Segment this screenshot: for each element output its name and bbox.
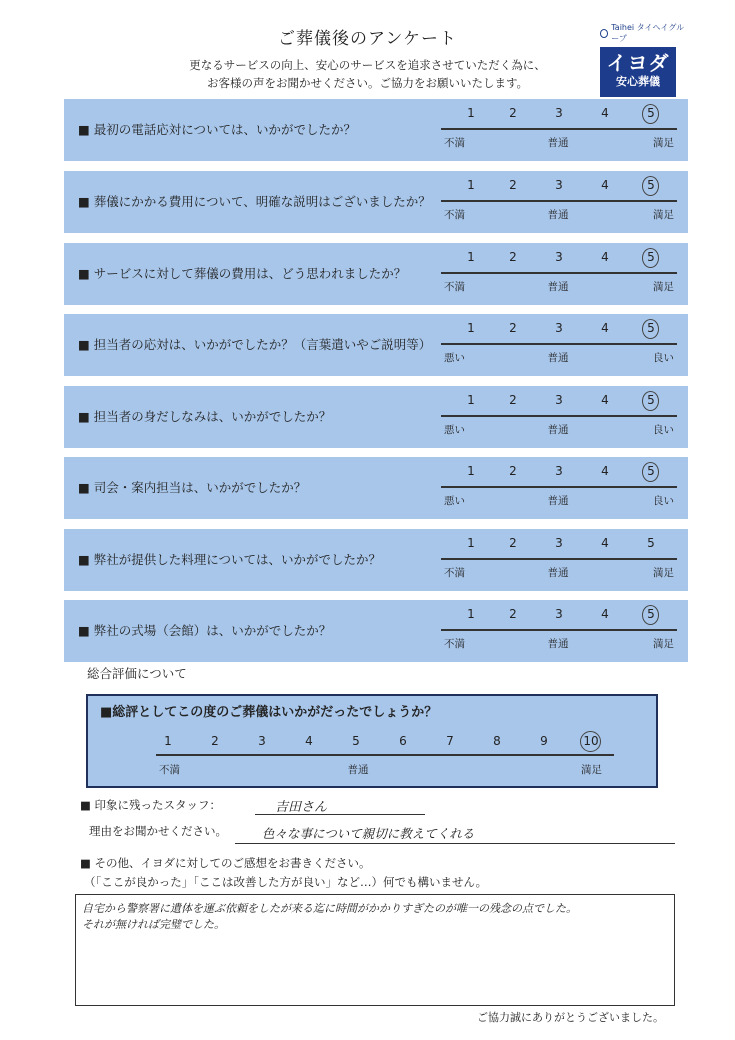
- rating-option[interactable]: 5: [647, 250, 655, 264]
- scale-line: [441, 128, 677, 130]
- scale-label-mid: 普通: [547, 424, 569, 436]
- overall-rating-option[interactable]: 5: [352, 734, 360, 748]
- selected-circle-icon: [642, 605, 659, 625]
- rating-option[interactable]: 3: [555, 250, 563, 264]
- taihei-mark-icon: [600, 29, 608, 38]
- rating-option[interactable]: 5: [647, 178, 655, 192]
- selected-circle-icon: [642, 176, 659, 196]
- logo-sub: 安心葬儀: [616, 75, 660, 88]
- scale-line: [441, 558, 677, 560]
- logo-box: [600, 47, 676, 97]
- rating-option[interactable]: 2: [509, 178, 517, 192]
- overall-scale[interactable]: [156, 730, 614, 782]
- rating-option[interactable]: 4: [601, 250, 609, 264]
- comment-text: [82, 901, 577, 933]
- question-box: [64, 386, 688, 448]
- page-title: ご葬儀後のアンケート: [278, 29, 457, 49]
- logo-name: イヨダ: [606, 51, 670, 75]
- scale-label-left: 不満: [444, 638, 465, 650]
- rating-option[interactable]: 3: [555, 106, 563, 120]
- company-logo: [600, 22, 690, 90]
- other-label: ■ その他、イヨダに対してのご感想をお書きください。: [80, 856, 371, 870]
- scale-label-right: 良い: [653, 352, 674, 364]
- rating-option[interactable]: 2: [509, 321, 517, 335]
- scale-label-mid: 普通: [547, 209, 569, 221]
- reason-value[interactable]: 色々な事について親切に教えてくれる: [262, 826, 475, 841]
- overall-rating-option[interactable]: 6: [399, 734, 407, 748]
- rating-option[interactable]: 4: [601, 464, 609, 478]
- rating-option[interactable]: 2: [509, 464, 517, 478]
- scale-line: [441, 629, 677, 631]
- scale-label-right: 満足: [653, 567, 674, 579]
- rating-option[interactable]: 2: [509, 536, 517, 550]
- question-box: [64, 171, 688, 233]
- selected-circle-icon: [642, 248, 659, 268]
- other-hint: （「ここが良かった」「ここは改善した方が良い」など…）何でも構いません。: [84, 875, 488, 889]
- scale-label-right: 満足: [653, 137, 674, 149]
- scale-line: [441, 343, 677, 345]
- selected-circle-icon: [642, 104, 659, 124]
- scale-label-left: 悪い: [444, 352, 465, 364]
- question-text: ■ サービスに対して葬儀の費用は、どう思われましたか？: [78, 266, 407, 281]
- question-text: ■ 葬儀にかかる費用について、明確な説明はございましたか？: [78, 194, 431, 209]
- rating-option[interactable]: 1: [467, 393, 475, 407]
- overall-label-right: 満足: [581, 764, 602, 776]
- thanks-text: ご協力誠にありがとうございました。: [477, 1011, 664, 1024]
- overall-rating-option[interactable]: 1: [164, 734, 172, 748]
- scale-label-mid: 普通: [547, 567, 569, 579]
- intro-line: お客様の声をお聞かせください。ご協力をお願いいたします。: [206, 76, 529, 90]
- rating-scale[interactable]: [441, 243, 677, 305]
- comment-line: 自宅から警察署に遺体を運ぶ依頼をしたが来る迄に時間がかかりすぎたのが唯一の残念の点でした。: [82, 902, 577, 915]
- rating-option[interactable]: 3: [555, 536, 563, 550]
- rating-option[interactable]: 4: [601, 106, 609, 120]
- overall-label-mid: 普通: [347, 764, 369, 776]
- rating-option[interactable]: 5: [647, 464, 655, 478]
- question-text: ■ 担当者の身だしなみは、いかがでしたか？: [78, 409, 332, 424]
- rating-option[interactable]: 4: [601, 607, 609, 621]
- rating-option[interactable]: 1: [467, 321, 475, 335]
- question-box: [64, 99, 688, 161]
- question-text: ■ 司会・案内担当は、いかがでしたか？: [78, 480, 307, 495]
- scale-line: [441, 272, 677, 274]
- rating-option[interactable]: 3: [555, 321, 563, 335]
- rating-option[interactable]: 4: [601, 393, 609, 407]
- overall-rating-option[interactable]: 8: [493, 734, 501, 748]
- scale-label-left: 悪い: [444, 424, 465, 436]
- selected-circle-icon: [580, 731, 601, 752]
- question-text: ■ 最初の電話応対については、いかがでしたか？: [78, 122, 357, 137]
- scale-line: [441, 486, 677, 488]
- comment-line: それが無ければ完璧でした。: [82, 918, 225, 931]
- overall-rating-option[interactable]: 7: [446, 734, 454, 748]
- rating-option[interactable]: 4: [601, 321, 609, 335]
- scale-label-mid: 普通: [547, 495, 569, 507]
- rating-option[interactable]: 3: [555, 464, 563, 478]
- question-box: [64, 529, 688, 591]
- scale-label-right: 満足: [653, 281, 674, 293]
- intro-line: 更なるサービスの向上、安心のサービスを追求させていただく為に、: [189, 58, 546, 72]
- reason-label: 理由をお聞かせください。: [89, 824, 227, 838]
- rating-scale[interactable]: [441, 314, 677, 376]
- scale-label-left: 不満: [444, 209, 465, 221]
- rating-option[interactable]: 5: [647, 393, 655, 407]
- rating-option[interactable]: 5: [647, 536, 655, 550]
- rating-scale[interactable]: [441, 457, 677, 519]
- staff-underline: [255, 814, 425, 815]
- scale-label-mid: 普通: [547, 281, 569, 293]
- scale-label-left: 不満: [444, 281, 465, 293]
- question-box: [64, 243, 688, 305]
- rating-option[interactable]: 5: [647, 321, 655, 335]
- group-brand: [600, 22, 690, 44]
- rating-option[interactable]: 1: [467, 464, 475, 478]
- rating-option[interactable]: 2: [509, 250, 517, 264]
- scale-label-left: 不満: [444, 567, 465, 579]
- rating-option[interactable]: 3: [555, 393, 563, 407]
- rating-option[interactable]: 4: [601, 536, 609, 550]
- overall-question: ■総評としてこの度のご葬儀はいかがだったでしょうか？: [100, 705, 438, 720]
- selected-circle-icon: [642, 462, 659, 482]
- rating-option[interactable]: 1: [467, 250, 475, 264]
- scale-line: [441, 415, 677, 417]
- question-box: [64, 457, 688, 519]
- question-text: ■ 担当者の応対は、いかがでしたか？（言葉遣いやご説明等）: [78, 337, 432, 352]
- rating-scale[interactable]: [441, 386, 677, 448]
- overall-rating-option[interactable]: 4: [305, 734, 313, 748]
- selected-circle-icon: [642, 391, 659, 411]
- scale-label-left: 不満: [444, 137, 465, 149]
- staff-label: ■ 印象に残ったスタッフ：: [80, 798, 222, 812]
- staff-value[interactable]: 吉田さん: [275, 800, 328, 815]
- rating-option[interactable]: 4: [601, 178, 609, 192]
- scale-line: [441, 200, 677, 202]
- scale-label-right: 良い: [653, 495, 674, 507]
- scale-label-mid: 普通: [547, 638, 569, 650]
- selected-circle-icon: [642, 319, 659, 339]
- overall-rating-box: [86, 694, 658, 788]
- rating-option[interactable]: 1: [467, 178, 475, 192]
- question-box: [64, 314, 688, 376]
- scale-label-right: 満足: [653, 638, 674, 650]
- scale-label-mid: 普通: [547, 352, 569, 364]
- reason-underline: [235, 843, 675, 844]
- scale-label-right: 満足: [653, 209, 674, 221]
- scale-label-mid: 普通: [547, 137, 569, 149]
- rating-scale[interactable]: [441, 600, 677, 662]
- rating-option[interactable]: 1: [467, 106, 475, 120]
- rating-option[interactable]: 5: [647, 607, 655, 621]
- overall-rating-option[interactable]: 2: [211, 734, 219, 748]
- rating-option[interactable]: 1: [467, 607, 475, 621]
- scale-line: [156, 754, 614, 756]
- rating-option[interactable]: 2: [509, 607, 517, 621]
- rating-option[interactable]: 3: [555, 178, 563, 192]
- rating-scale[interactable]: [441, 529, 677, 591]
- overall-label-left: 不満: [159, 764, 180, 776]
- rating-option[interactable]: 5: [647, 106, 655, 120]
- rating-scale[interactable]: [441, 171, 677, 233]
- comment-box[interactable]: [75, 894, 675, 1006]
- overall-rating-option[interactable]: 9: [540, 734, 548, 748]
- overall-rating-option[interactable]: 3: [258, 734, 266, 748]
- rating-scale[interactable]: [441, 99, 677, 161]
- overall-rating-option[interactable]: 10: [583, 734, 599, 748]
- question-box: [64, 600, 688, 662]
- group-name: Taihei タイヘイグループ: [611, 23, 685, 43]
- rating-option[interactable]: 2: [509, 106, 517, 120]
- question-text: ■ 弊社が提供した料理については、いかがでしたか？: [78, 552, 382, 567]
- scale-label-right: 良い: [653, 424, 674, 436]
- overall-heading: 総合評価について: [87, 666, 187, 681]
- question-text: ■ 弊社の式場（会館）は、いかがでしたか？: [78, 623, 332, 638]
- rating-option[interactable]: 3: [555, 607, 563, 621]
- rating-option[interactable]: 1: [467, 536, 475, 550]
- scale-label-left: 悪い: [444, 495, 465, 507]
- rating-option[interactable]: 2: [509, 393, 517, 407]
